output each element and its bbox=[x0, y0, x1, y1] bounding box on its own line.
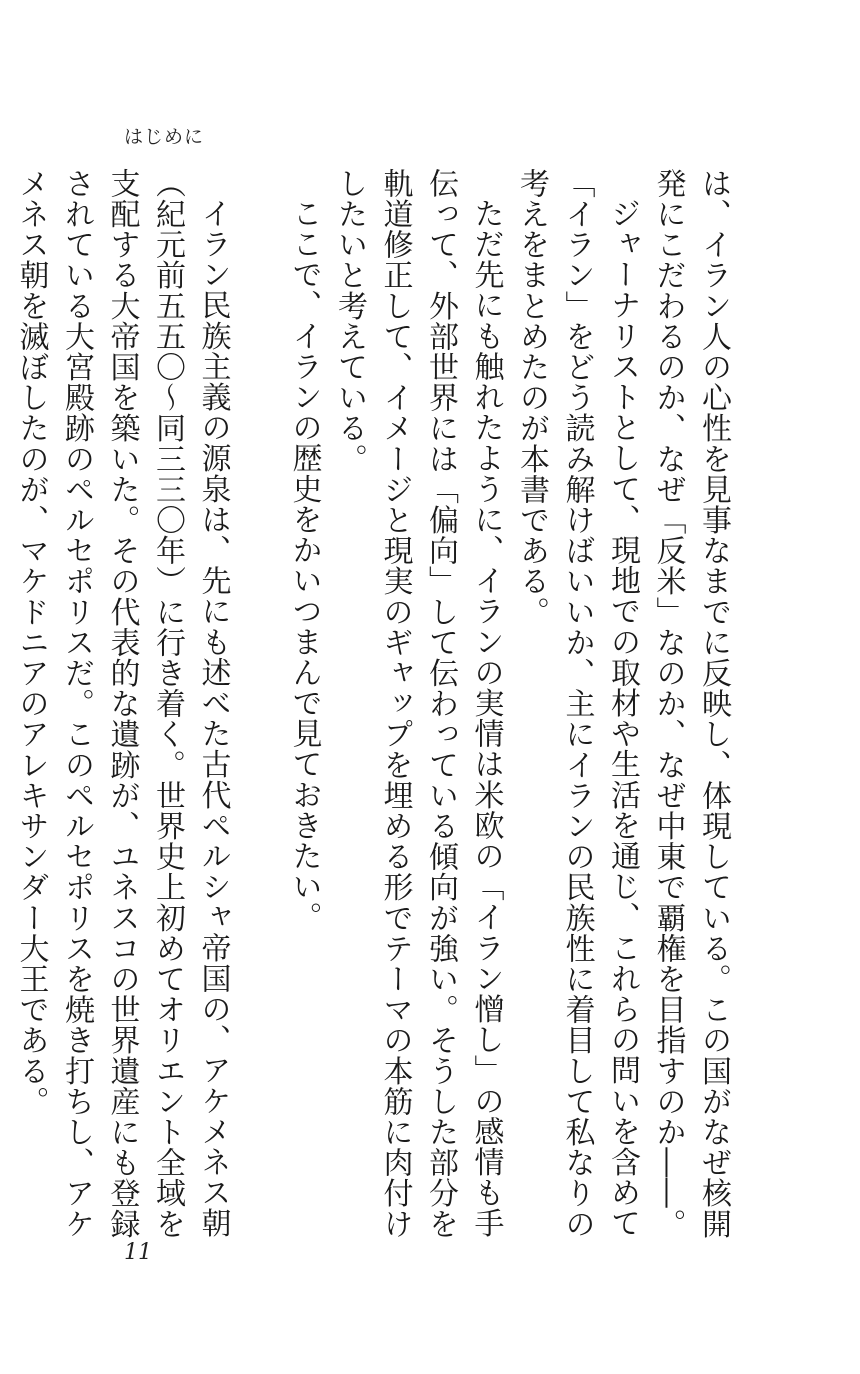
body-text bbox=[13, 168, 736, 1240]
paragraph-continued: は、イラン人の心性を見事なまでに反映し、体現している。この国がなぜ核開発にこだわるのか、なぜ「反米」なのか、なぜ中東で覇権を目指すのか――。 bbox=[650, 168, 731, 1239]
page-number: 11 bbox=[124, 1240, 152, 1265]
paragraph: ジャーナリストとして、現地での取材や生活を通じ、これらの問いを含めて「イラン」をどう読み解けばいいか、主にイランの民族性に着目して私なりの考えをまとめたのが本書である。 bbox=[514, 168, 640, 1239]
paragraph: ここで、イランの歴史をかいつまんで見ておきたい。 bbox=[286, 198, 322, 933]
paragraph: ただ先にも触れたように、イランの実情は米欧の「イラン憎し」の感情も手伝って、外部世界には「偏向」して伝わっている傾向が強い。そうした部分を軌道修正して、イメージと現実のギャップを埋める形でテーマの本筋に肉付けしたいと考えている。 bbox=[332, 168, 504, 1239]
running-head: はじめに bbox=[124, 126, 205, 148]
paragraph: イラン民族主義の源泉は、先にも述べた古代ペルシャ帝国の、アケメネス朝（紀元前五五〇～同三三〇年）に行き着く。世界史上初めてオリエント全域を支配する大帝国を築いた。その代表的な遺跡が、ユネスコの世界遺産にも登録されている大宮殿跡のペルセポリスだ。このペルセポリスを焼き打ちし、アケメネス朝を滅ぼしたのが、マケドニアのアレキサンダー大王である。 bbox=[13, 168, 231, 1239]
